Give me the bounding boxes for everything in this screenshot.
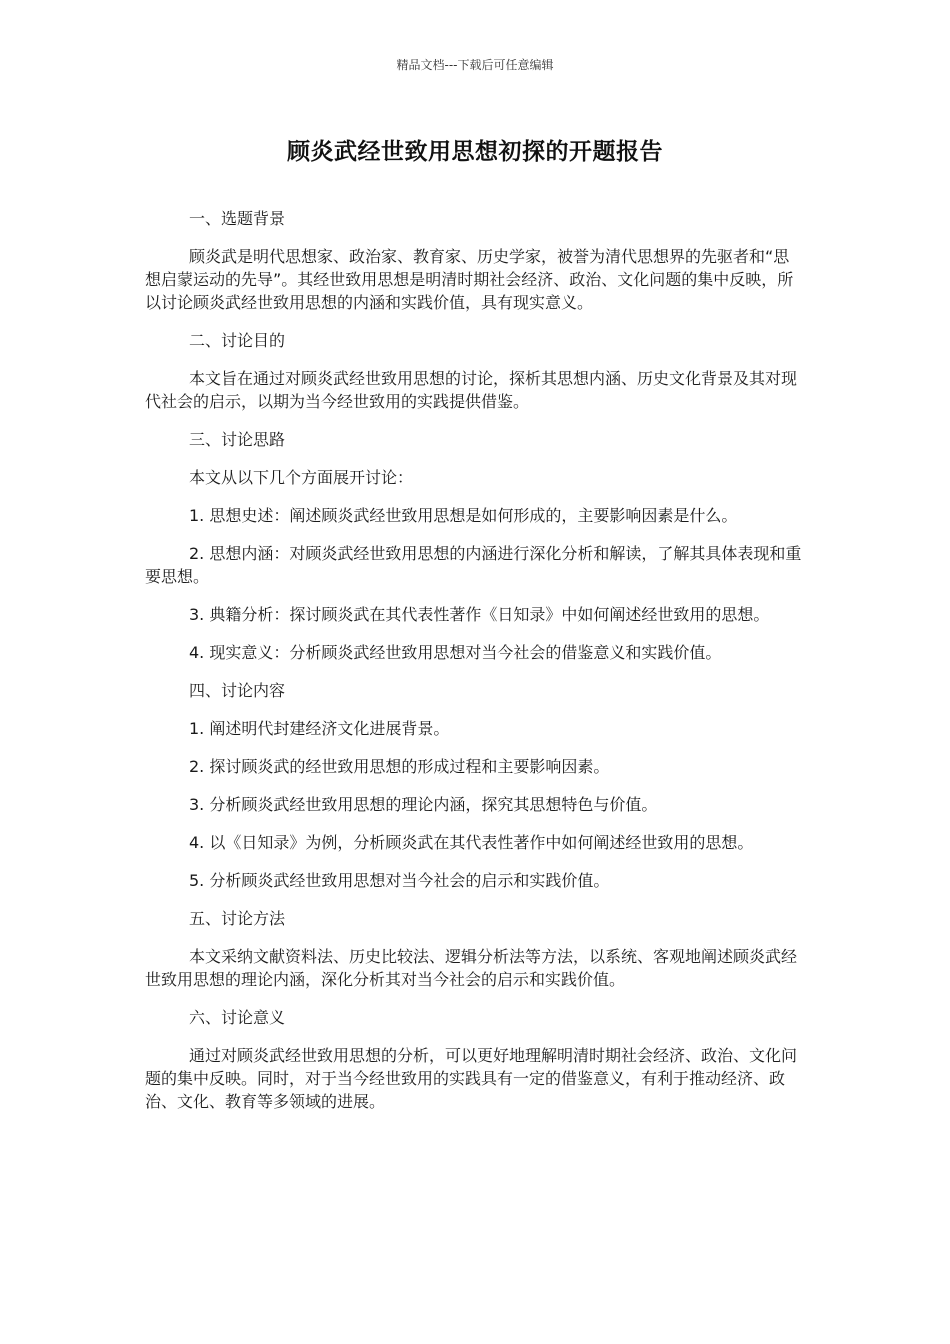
list-item-content-1: 1. 阐述明代封建经济文化进展背景。 (189, 719, 450, 738)
page-header: 精品文档---下载后可任意编辑 (396, 58, 554, 72)
paragraph-purpose: 本文旨在通过对顾炎武经世致用思想的讨论，探析其思想内涵、历史文化背景及其对现代社会的启示，以期为当今经世致用的实践提供借鉴。 (145, 369, 798, 411)
list-item-approach-4: 4. 现实意义：分析顾炎武经世致用思想对当今社会的借鉴意义和实践价值。 (189, 643, 722, 662)
section-heading-significance: 六、讨论意义 (189, 1008, 286, 1027)
paragraph-method: 本文采纳文献资料法、历史比较法、逻辑分析法等方法，以系统、客观地阐述顾炎武经世致用思想的理论内涵，深化分析其对当今社会的启示和实践价值。 (145, 947, 798, 989)
list-item-approach-2: 2. 思想内涵：对顾炎武经世致用思想的内涵进行深化分析和解读，了解其具体表现和重要思想。 (145, 544, 802, 586)
section-heading-background: 一、选题背景 (189, 209, 286, 228)
section-heading-approach: 三、讨论思路 (189, 430, 286, 449)
list-item-content-2: 2. 探讨顾炎武的经世致用思想的形成过程和主要影响因素。 (189, 757, 610, 776)
section-heading-purpose: 二、讨论目的 (189, 331, 286, 350)
list-item-approach-3: 3. 典籍分析：探讨顾炎武在其代表性著作《日知录》中如何阐述经世致用的思想。 (189, 605, 770, 624)
paragraph-approach-intro: 本文从以下几个方面展开讨论： (189, 468, 414, 487)
list-item-approach-1: 1. 思想史述：阐述顾炎武经世致用思想是如何形成的，主要影响因素是什么。 (189, 506, 738, 525)
section-heading-method: 五、讨论方法 (189, 909, 286, 928)
list-item-content-4: 4. 以《日知录》为例，分析顾炎武在其代表性著作中如何阐述经世致用的思想。 (189, 833, 754, 852)
paragraph-significance: 通过对顾炎武经世致用思想的分析，可以更好地理解明清时期社会经济、政治、文化问题的集中反映。同时，对于当今经世致用的实践具有一定的借鉴意义，有利于推动经济、政治、文化、教育等多领域的进展。 (145, 1046, 798, 1111)
document-title: 顾炎武经世致用思想初探的开题报告 (287, 139, 663, 165)
document-body (145, 207, 805, 1128)
section-heading-content: 四、讨论内容 (189, 681, 286, 700)
list-item-content-5: 5. 分析顾炎武经世致用思想对当今社会的启示和实践价值。 (189, 871, 610, 890)
paragraph-background: 顾炎武是明代思想家、政治家、教育家、历史学家，被誉为清代思想界的先驱者和“思想启蒙运动的先导”。其经世致用思想是明清时期社会经济、政治、文化问题的集中反映，所以讨论顾炎武经世致用思想的内涵和实践价值，具有现实意义。 (145, 247, 794, 312)
list-item-content-3: 3. 分析顾炎武经世致用思想的理论内涵，探究其思想特色与价值。 (189, 795, 658, 814)
